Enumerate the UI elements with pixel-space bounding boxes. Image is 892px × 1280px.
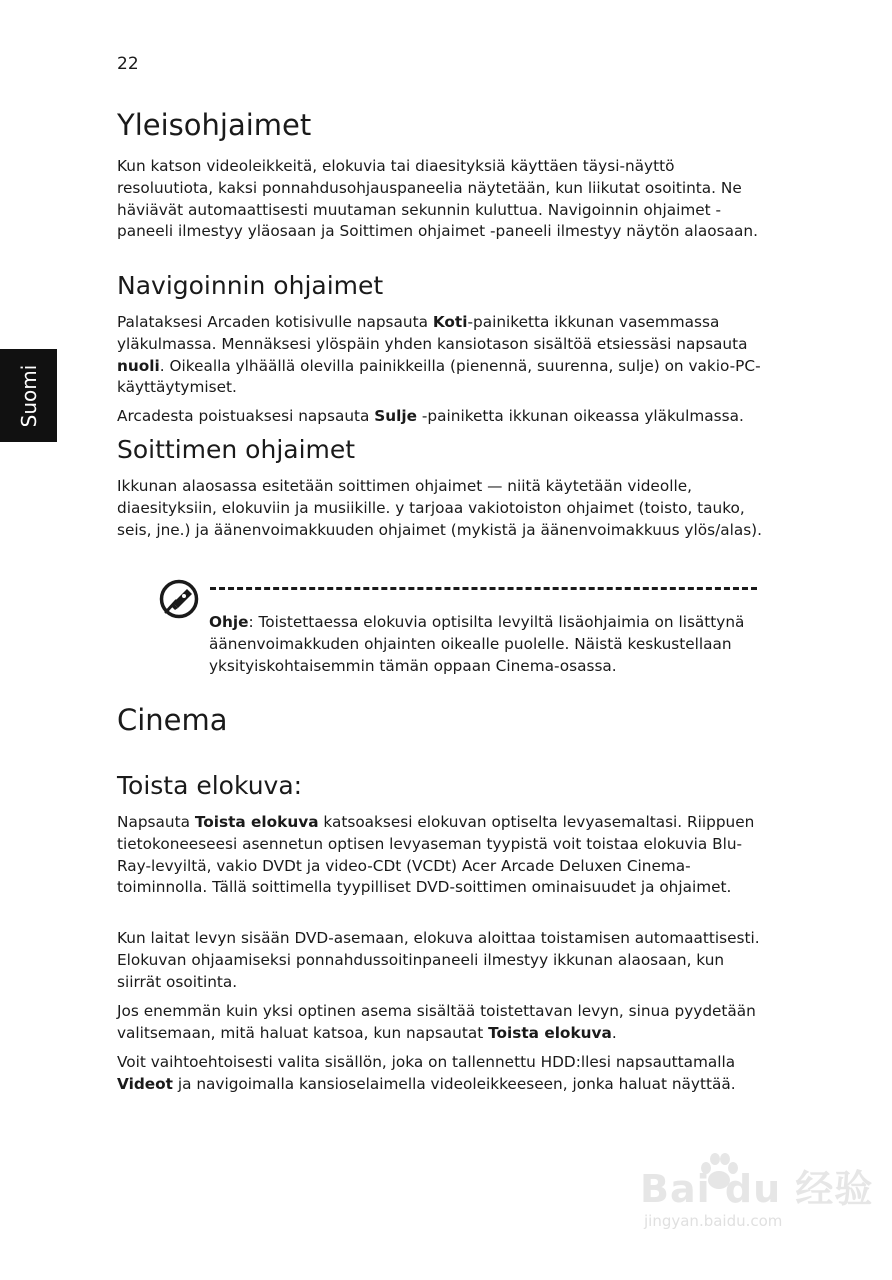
heading-toista-elokuva: Toista elokuva: xyxy=(117,771,303,800)
heading-navigoinnin-ohjaimet: Navigoinnin ohjaimet xyxy=(117,271,384,300)
paragraph-toista-2: Kun laitat levyn sisään DVD-asemaan, elokuva aloittaa toistamisen automaattisesti. Elokuvan ohjaamiseksi ponnahdussoitinpaneeli ilmestyy ikkunan alaosaan, kun siirrät osoitinta. xyxy=(117,929,760,991)
note-pen-icon xyxy=(157,577,201,621)
heading-yleisohjaimet: Yleisohjaimet xyxy=(117,108,312,142)
paragraph-toista-3: Jos enemmän kuin yksi optinen asema sisältää toistettavan levyn, sinua pyydetään valitsemaan, mitä haluat katsoa, kun napsautat Toista elokuva. xyxy=(117,1002,756,1042)
paragraph-toista-1: Napsauta Toista elokuva katsoaksesi elokuvan optiselta levyasemaltasi. Riippuen tietokoneeseesi asennetun optisen levyaseman tyypistä voit toistaa elokuvia Blu-Ray-levyiltä, vakio DVDt ja video-CDt (VCDt) Acer Arcade Deluxen Cinema-toiminnolla. Tällä soittimella tyypilliset DVD-soittimen ominaisuudet ja ohjaimet. xyxy=(117,813,755,897)
note-text: Ohje: Toistettaessa elokuvia optisilta levyiltä lisäohjaimia on lisättynä äänenvoimakkuden ohjainten oikealle puolelle. Näistä keskustellaan yksityiskohtaisemmin tämän oppaan Cinema-osassa. xyxy=(209,613,745,675)
paragraph-yleisohjaimet: Kun katson videoleikkeitä, elokuvia tai diaesityksiä käyttäen täysi-näyttö resoluutiota, kaksi ponnahdusohjauspaneelia näytetään, kun liikutat osoitinta. Ne häviävät automaattisesti muutaman sekunnin kuluttua. Navigoinnin ohjaimet -paneeli ilmestyy yläosaan ja Soittimen ohjaimet -paneeli ilmestyy näytön alaosaan. xyxy=(117,157,758,241)
paragraph-soitin: Ikkunan alaosassa esitetään soittimen ohjaimet — niitä käytetään videolle, diaesityksiin, elokuviin ja musiikille. y tarjoaa vakiotoiston ohjaimet (toisto, tauko, seis, jne.) ja äänenvoimakkuuden ohjaimet (mykistä ja äänenvoimakkuus ylös/alas). xyxy=(117,477,763,539)
heading-cinema: Cinema xyxy=(117,703,228,737)
paragraph-toista-4: Voit vaihtoehtoisesti valita sisällön, joka on tallennettu HDD:llesi napsauttamalla Videot ja navigoimalla kansioselaimella videoleikkeeseen, jonka haluat näyttää. xyxy=(117,1053,736,1093)
heading-soittimen-ohjaimet: Soittimen ohjaimet xyxy=(117,435,356,464)
baidu-watermark xyxy=(630,1150,874,1245)
page-number: 22 xyxy=(117,54,139,74)
paragraph-navigointi-1: Palataksesi Arcaden kotisivulle napsauta Koti-painiketta ikkunan vasemmassa yläkulmassa. Mennäksesi ylöspäin yhden kansiotason sisältöä etsiessäsi napsauta nuoli. Oikealla ylhäällä olevilla painikkeilla (pienennä, suurenna, sulje) on vakio-PC-käyttäytymiset. xyxy=(117,313,761,397)
paragraph-navigointi-2: Arcadesta poistuaksesi napsauta Sulje -painiketta ikkunan oikeassa yläkulmassa. xyxy=(117,407,744,425)
note-divider xyxy=(210,587,757,590)
side-tab-label: Suomi xyxy=(16,364,41,427)
language-side-tab xyxy=(0,349,57,442)
watermark-brand: Bai du 经验 xyxy=(640,1167,874,1211)
watermark-url: jingyan.baidu.com xyxy=(644,1212,783,1230)
